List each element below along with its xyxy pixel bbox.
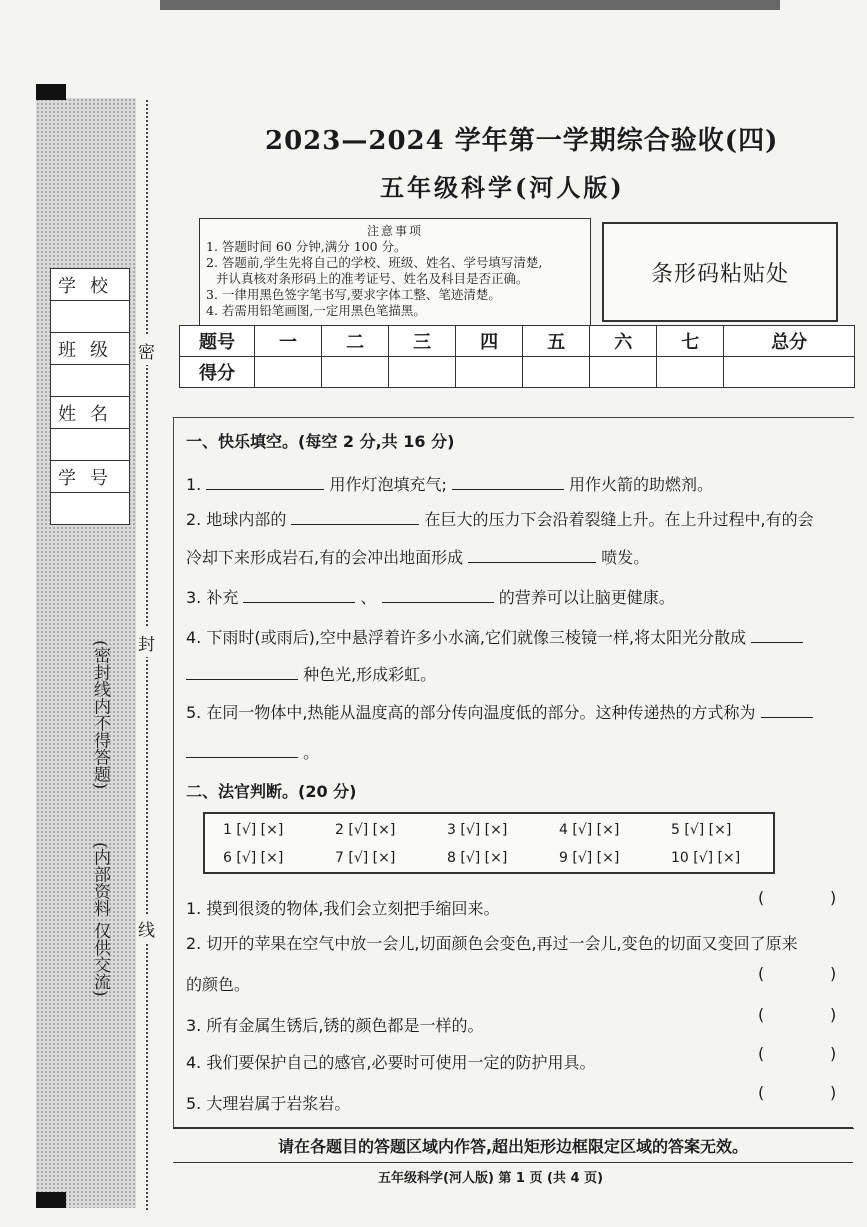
q3-text-a: 3. 补充 xyxy=(186,588,239,607)
fill-question-2-cont xyxy=(186,545,649,568)
q2-text-a: 2. 地球内部的 xyxy=(186,510,287,529)
fill-question-3 xyxy=(186,585,675,608)
registration-mark-top xyxy=(36,84,66,100)
bracket-close: ) xyxy=(830,1005,837,1024)
bracket-open: ( xyxy=(758,888,765,907)
q2-blank-1[interactable] xyxy=(291,510,419,525)
judgement-answer-grid xyxy=(203,812,775,874)
q3-text-c: 的营养可以让脑更健康。 xyxy=(498,588,675,607)
judge-question-5: 5. 大理岩属于岩浆岩。 xyxy=(186,1094,351,1113)
answer-bracket-1[interactable] xyxy=(758,888,836,907)
bracket-open: ( xyxy=(758,1005,765,1024)
score-col: 四 xyxy=(456,326,523,357)
notice-item: 并认真核对条形码上的准考证号、姓名及科目是否正确。 xyxy=(216,271,529,286)
q3-blank-1[interactable] xyxy=(243,588,355,603)
score-table-header-label: 题号 xyxy=(180,326,255,357)
binding-strip xyxy=(36,98,136,1208)
q5-blank-1[interactable] xyxy=(761,703,813,718)
score-cell[interactable] xyxy=(657,357,724,388)
q4-blank-2[interactable] xyxy=(186,665,298,680)
answer-option-7[interactable]: 7 [√] [×] xyxy=(335,850,396,866)
answer-option-5[interactable]: 5 [√] [×] xyxy=(671,822,732,838)
judge-question-2: 2. 切开的苹果在空气中放一会儿,切面颜色会变色,再过一会儿,变色的切面又变回了原来 xyxy=(186,934,798,953)
judge-question-3: 3. 所有金属生锈后,锈的颜色都是一样的。 xyxy=(186,1016,484,1035)
answer-option-3[interactable]: 3 [√] [×] xyxy=(447,822,508,838)
bracket-close: ) xyxy=(830,1083,837,1102)
name-label: 姓名 xyxy=(51,397,129,429)
q5-blank-2[interactable] xyxy=(186,743,298,758)
bracket-open: ( xyxy=(758,1044,765,1063)
answer-bracket-3[interactable] xyxy=(758,1005,836,1024)
notice-item: 2. 答题前,学生先将自己的学校、班级、姓名、学号填写清楚, xyxy=(206,255,543,270)
judge-question-2-cont: 的颜色。 xyxy=(186,975,251,994)
answer-option-4[interactable]: 4 [√] [×] xyxy=(559,822,620,838)
bracket-open: ( xyxy=(758,1083,765,1102)
answer-option-9[interactable]: 9 [√] [×] xyxy=(559,850,620,866)
class-label: 班级 xyxy=(51,333,129,365)
fill-question-4-cont xyxy=(186,662,436,685)
fill-question-5-cont xyxy=(186,740,319,763)
registration-mark-bottom xyxy=(36,1192,66,1208)
score-cell[interactable] xyxy=(456,357,523,388)
notice-item: 1. 答题时间 60 分钟,满分 100 分。 xyxy=(206,239,407,254)
score-table xyxy=(179,325,855,388)
name-field[interactable] xyxy=(51,429,129,461)
notice-item: 4. 若需用铅笔画图,一定用黑色笔描黑。 xyxy=(206,303,426,318)
score-col: 一 xyxy=(255,326,322,357)
score-cell[interactable] xyxy=(255,357,322,388)
barcode-area: 条形码粘贴处 xyxy=(602,222,838,322)
score-col: 五 xyxy=(523,326,590,357)
judge-question-1: 1. 摸到很烫的物体,我们会立刻把手缩回来。 xyxy=(186,899,500,918)
seal-char-feng: 封 xyxy=(138,628,155,657)
notice-item: 3. 一律用黑色签字笔书写,要求字体工整、笔迹清楚。 xyxy=(206,287,501,302)
seal-char-mi: 密 xyxy=(138,336,155,365)
answer-option-8[interactable]: 8 [√] [×] xyxy=(447,850,508,866)
judge-question-4: 4. 我们要保护自己的感官,必要时可使用一定的防护用具。 xyxy=(186,1053,596,1072)
score-cell[interactable] xyxy=(322,357,389,388)
q2-text-d: 喷发。 xyxy=(601,548,650,567)
answer-option-10[interactable]: 10 [√] [×] xyxy=(671,850,741,866)
answer-option-2[interactable]: 2 [√] [×] xyxy=(335,822,396,838)
score-row-label: 得分 xyxy=(180,357,255,388)
q2-blank-2[interactable] xyxy=(468,548,596,563)
answer-region-warning: 请在各题目的答题区域内作答,超出矩形边框限定区域的答案无效。 xyxy=(173,1127,853,1163)
score-col: 三 xyxy=(389,326,456,357)
student-id-field[interactable] xyxy=(51,493,129,524)
q4-blank-1[interactable] xyxy=(751,628,803,643)
bracket-close: ) xyxy=(830,1044,837,1063)
fill-question-1 xyxy=(186,472,713,495)
section2-heading: 二、法官判断。(20 分) xyxy=(186,782,357,801)
section1-heading: 一、快乐填空。(每空 2 分,共 16 分) xyxy=(186,432,455,451)
score-cell[interactable] xyxy=(389,357,456,388)
bracket-open: ( xyxy=(758,964,765,983)
q4-text-a: 4. 下雨时(或雨后),空中悬浮着许多小水滴,它们就像三棱镜一样,将太阳光分散成 xyxy=(186,628,747,647)
q1-text-a: 用作灯泡填充气; xyxy=(329,475,447,494)
q5-text-a: 5. 在同一物体中,热能从温度高的部分传向温度低的部分。这种传递热的方式称为 xyxy=(186,703,756,722)
score-col: 二 xyxy=(322,326,389,357)
seal-char-xian: 线 xyxy=(138,914,155,943)
score-cell[interactable] xyxy=(724,357,855,388)
score-col: 总分 xyxy=(724,326,855,357)
score-col: 六 xyxy=(590,326,657,357)
fill-question-5 xyxy=(186,700,813,723)
notice-heading: 注意事项 xyxy=(366,224,423,238)
q5-text-b: 。 xyxy=(303,743,320,762)
q3-text-b: 、 xyxy=(360,588,377,607)
seal-note: (密封线内不得答题) xyxy=(90,640,110,790)
fill-question-2 xyxy=(186,507,814,530)
internal-note: (内部资料 仅供交流) xyxy=(90,842,110,997)
class-field[interactable] xyxy=(51,365,129,397)
page-footer: 五年级科学(河人版) 第 1 页 (共 4 页) xyxy=(378,1171,604,1186)
answer-bracket-2[interactable] xyxy=(758,964,836,983)
score-cell[interactable] xyxy=(590,357,657,388)
answer-option-6[interactable]: 6 [√] [×] xyxy=(223,850,284,866)
q1-number: 1. xyxy=(186,475,202,494)
score-col: 七 xyxy=(657,326,724,357)
q2-text-b: 在巨大的压力下会沿着裂缝上升。在上升过程中,有的会 xyxy=(424,510,814,529)
school-label: 学校 xyxy=(51,269,129,301)
scan-top-edge xyxy=(160,0,780,10)
q3-blank-2[interactable] xyxy=(382,588,494,603)
fill-question-4 xyxy=(186,625,803,648)
q1-blank-2[interactable] xyxy=(452,475,564,490)
student-id-label: 学号 xyxy=(51,461,129,493)
q2-text-c: 冷却下来形成岩石,有的会冲出地面形成 xyxy=(186,548,464,567)
answer-bracket-5[interactable] xyxy=(758,1083,836,1102)
notice-box xyxy=(199,218,591,338)
answer-bracket-4[interactable] xyxy=(758,1044,836,1063)
q4-text-b: 种色光,形成彩虹。 xyxy=(303,665,437,684)
school-field[interactable] xyxy=(51,301,129,333)
student-info-box xyxy=(50,268,130,525)
exam-title: 2023—2024 学年第一学期综合验收(四) xyxy=(265,126,779,156)
answer-option-1[interactable]: 1 [√] [×] xyxy=(223,822,284,838)
bracket-close: ) xyxy=(830,964,837,983)
bracket-close: ) xyxy=(830,888,837,907)
score-cell[interactable] xyxy=(523,357,590,388)
exam-subtitle: 五年级科学(河人版) xyxy=(380,173,625,202)
q1-text-b: 用作火箭的助燃剂。 xyxy=(569,475,714,494)
q1-blank-1[interactable] xyxy=(206,475,324,490)
